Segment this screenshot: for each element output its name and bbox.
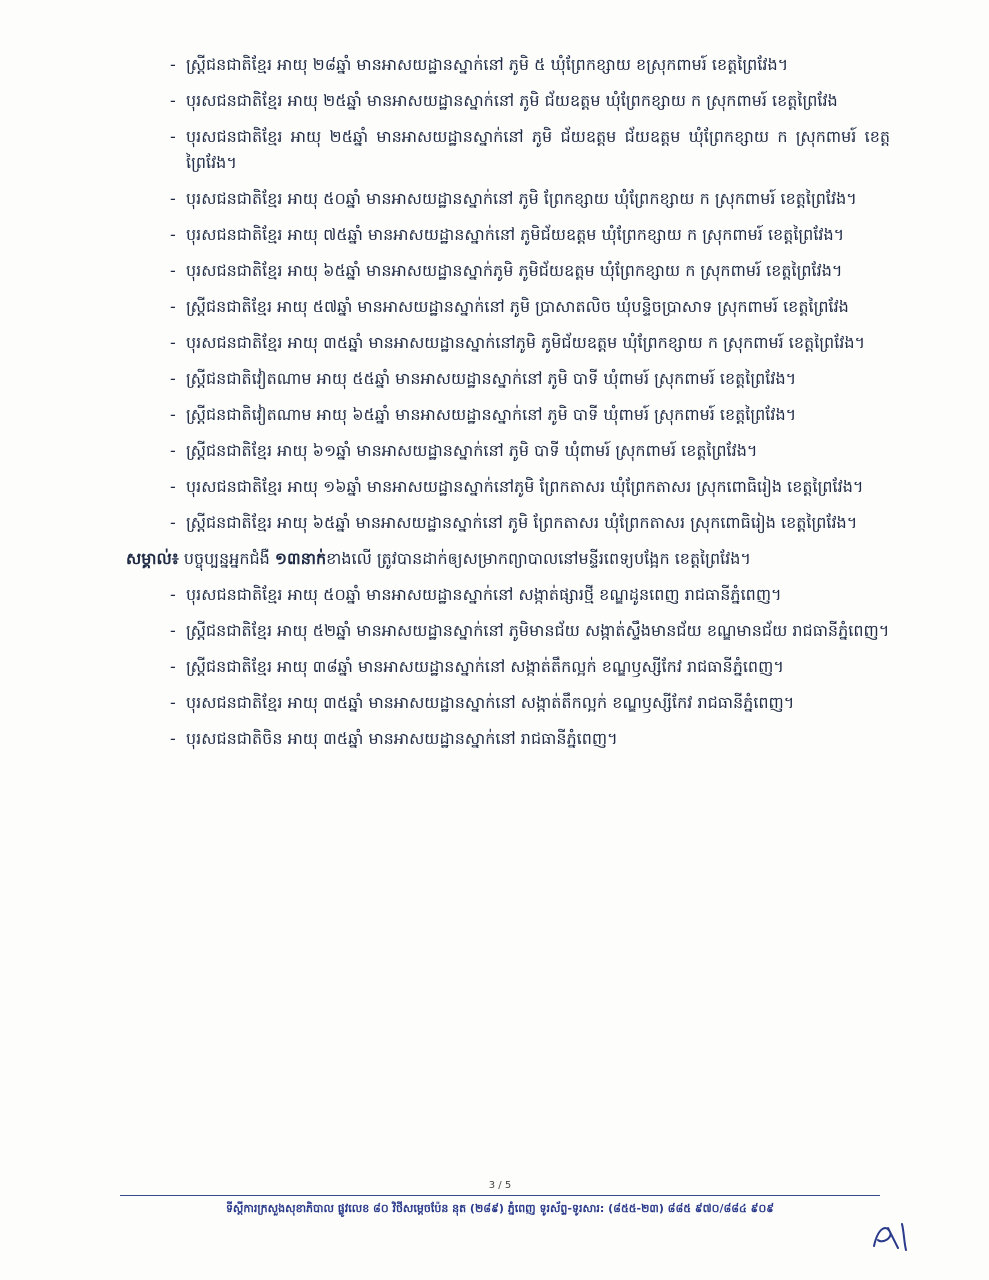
list-item: - ស្ត្រីជនជាតិខ្មែរ អាយុ ៦១ឆ្នាំ មានអាសយដ្ឋានស្នាក់នៅ ភូមិ បាទី ឃុំពាមរ៍ ស្រុកពាមរ៍ ខេត្តព្រៃវែង។ — [170, 438, 890, 464]
bullet-dash: - — [170, 91, 176, 110]
note-text-before: បច្ចុប្បន្នអ្នកជំងឺ — [178, 549, 275, 568]
bullet-dash: - — [170, 369, 176, 388]
list-item: - បុរសជនជាតិខ្មែរ អាយុ ៣៥ឆ្នាំ មានអាសយដ្ឋានស្នាក់នៅ សង្កាត់តឹកល្អក់ ខណ្ឌឫស្សីកែវ រាជធានីភ្នំពេញ។ — [170, 690, 890, 716]
case-list-prey-veng — [170, 52, 890, 536]
footer-address: ទីស្តីការក្រសួងសុខាភិបាល ផ្លូវលេខ ៨០ វិថីសម្តេចប៉ែន នុត (២៨៩) ភ្នំពេញ ទូរស័ព្ទ-ទូរសារ: (៨៥៥-២៣) ៨៨៥ ៩៧០/៨៨៤ ៩០៩ — [225, 1202, 775, 1215]
bullet-dash: - — [170, 657, 176, 676]
bullet-dash: - — [170, 55, 176, 74]
bullet-dash: - — [170, 333, 176, 352]
bullet-dash: - — [170, 405, 176, 424]
list-item: - ស្ត្រីជនជាតិខ្មែរ អាយុ ៣៨ឆ្នាំ មានអាសយដ្ឋានស្នាក់នៅ សង្កាត់តឹកល្អក់ ខណ្ឌឫស្សីកែវ រាជធានីភ្នំពេញ។ — [170, 654, 890, 680]
list-item: - ស្ត្រីជនជាតិខ្មែរ អាយុ ៥២ឆ្នាំ មានអាសយដ្ឋានស្នាក់នៅ ភូមិមានជ័យ សង្កាត់ស្ទឹងមានជ័យ ខណ្ឌមានជ័យ រាជធានីភ្នំពេញ។ — [170, 618, 890, 644]
list-item: - ស្ត្រីជនជាតិខ្មែរ អាយុ ៥៧ឆ្នាំ មានអាសយដ្ឋានស្នាក់នៅ ភូមិ ប្រាសាតលិច ឃុំបន្ទិចប្រាសាទ ស្រុកពាមរ៍ ខេត្តព្រៃវែង — [170, 294, 890, 320]
list-item: - បុរសជនជាតិខ្មែរ អាយុ ១៦ឆ្នាំ មានអាសយដ្ឋានស្នាក់នៅភូមិ ព្រែកតាសរ ឃុំព្រែកតាសរ ស្រុកពោធិរៀង ខេត្តព្រៃវែង។ — [170, 474, 890, 500]
list-item: - ស្ត្រីជនជាតិខ្មែរ អាយុ ៦៥ឆ្នាំ មានអាសយដ្ឋានស្នាក់នៅ ភូមិ ព្រែកតាសរ ឃុំព្រែកតាសរ ស្រុកពោធិរៀង ខេត្តព្រៃវែង។ — [170, 510, 890, 536]
list-item: - បុរសជនជាតិខ្មែរ អាយុ ២៥ឆ្នាំ មានអាសយដ្ឋានស្នាក់នៅ ភូមិ ជ័យឧត្តម ជ័យឧត្តម ឃុំព្រែកខ្សាយ ក ស្រុកពាមរ៍ ខេត្តព្រៃវែង។ — [170, 124, 890, 176]
document-body — [126, 52, 890, 762]
bullet-dash: - — [170, 189, 176, 208]
list-item: - បុរសជនជាតិខ្មែរ អាយុ ៦៥ឆ្នាំ មានអាសយដ្ឋានស្នាក់ភូមិ ភូមិជ័យឧត្តម ឃុំព្រែកខ្សាយ ក ស្រុកពាមរ៍ ខេត្តព្រៃវែង។ — [170, 258, 890, 284]
page-number: 3 / 5 — [488, 1180, 512, 1191]
list-item: - បុរសជនជាតិខ្មែរ អាយុ ៣៥ឆ្នាំ មានអាសយដ្ឋានស្នាក់នៅភូមិ ភូមិជ័យឧត្តម ឃុំព្រែកខ្សាយ ក ស្រុកពាមរ៍ ខេត្តព្រៃវែង។ — [170, 330, 890, 356]
list-item: - ស្ត្រីជនជាតិវៀតណាម អាយុ ៦៥ឆ្នាំ មានអាសយដ្ឋានស្នាក់នៅ ភូមិ បាទី ឃុំពាមរ៍ ស្រុកពាមរ៍ ខេត្តព្រៃវែង។ — [170, 402, 890, 428]
bullet-dash: - — [170, 729, 176, 748]
bullet-dash: - — [170, 585, 176, 604]
bullet-dash: - — [170, 297, 176, 316]
list-item: - ស្ត្រីជនជាតិវៀតណាម អាយុ ៥៥ឆ្នាំ មានអាសយដ្ឋានស្នាក់នៅ ភូមិ បាទី ឃុំពាមរ៍ ស្រុកពាមរ៍ ខេត្តព្រៃវែង។ — [170, 366, 890, 392]
note-label: សម្គាល់៖ — [126, 549, 179, 568]
list-item: - បុរសជនជាតិខ្មែរ អាយុ ៥០ឆ្នាំ មានអាសយដ្ឋានស្នាក់នៅ ភូមិ ព្រែកខ្សាយ ឃុំព្រែកខ្សាយ ក ស្រុកពាមរ៍ ខេត្តព្រៃវែង។ — [170, 186, 890, 212]
bullet-dash: - — [170, 513, 176, 532]
bullet-dash: - — [170, 477, 176, 496]
note-paragraph — [126, 546, 890, 572]
page-footer — [120, 1180, 880, 1218]
list-item: - បុរសជនជាតិខ្មែរ អាយុ ៧៥ឆ្នាំ មានអាសយដ្ឋានស្នាក់នៅ ភូមិជ័យឧត្តម ឃុំព្រែកខ្សាយ ក ស្រុកពាមរ៍ ខេត្តព្រៃវែង។ — [170, 222, 890, 248]
list-item: - ស្ត្រីជនជាតិខ្មែរ អាយុ ២៨ឆ្នាំ មានអាសយដ្ឋានស្នាក់នៅ ភូមិ ៥ ឃុំព្រែកខ្សាយ ខស្រុកពាមរ៍ ខេត្តព្រៃវែង។ — [170, 52, 890, 78]
bullet-dash: - — [170, 441, 176, 460]
note-text-after: ខាងលើ ត្រូវបានដាក់ឲ្យសម្រាកព្យាបាលនៅមន្ទីរពេទ្យបង្អែក ខេត្តព្រៃវែង។ — [326, 549, 751, 568]
note-patient-count: ១៣នាក់ — [274, 549, 327, 568]
handwritten-initials-icon — [868, 1218, 916, 1254]
list-item: - បុរសជនជាតិខ្មែរ អាយុ ២៥ឆ្នាំ មានអាសយដ្ឋានស្នាក់នៅ ភូមិ ជ័យឧត្តម ឃុំព្រែកខ្សាយ ក ស្រុកពាមរ៍ ខេត្តព្រៃវែង — [170, 88, 890, 114]
bullet-dash: - — [170, 693, 176, 712]
list-item: - បុរសជនជាតិចិន អាយុ ៣៥ឆ្នាំ មានអាសយដ្ឋានស្នាក់នៅ រាជធានីភ្នំពេញ។ — [170, 726, 890, 752]
bullet-dash: - — [170, 621, 176, 640]
bullet-dash: - — [170, 261, 176, 280]
bullet-dash: - — [170, 127, 176, 146]
bullet-dash: - — [170, 225, 176, 244]
case-list-phnom-penh — [170, 582, 890, 752]
footer-divider — [120, 1195, 880, 1196]
list-item: - បុរសជនជាតិខ្មែរ អាយុ ៥០ឆ្នាំ មានអាសយដ្ឋានស្នាក់នៅ សង្កាត់ផ្សារថ្មី ខណ្ឌដូនពេញ រាជធានីភ្នំពេញ។ — [170, 582, 890, 608]
